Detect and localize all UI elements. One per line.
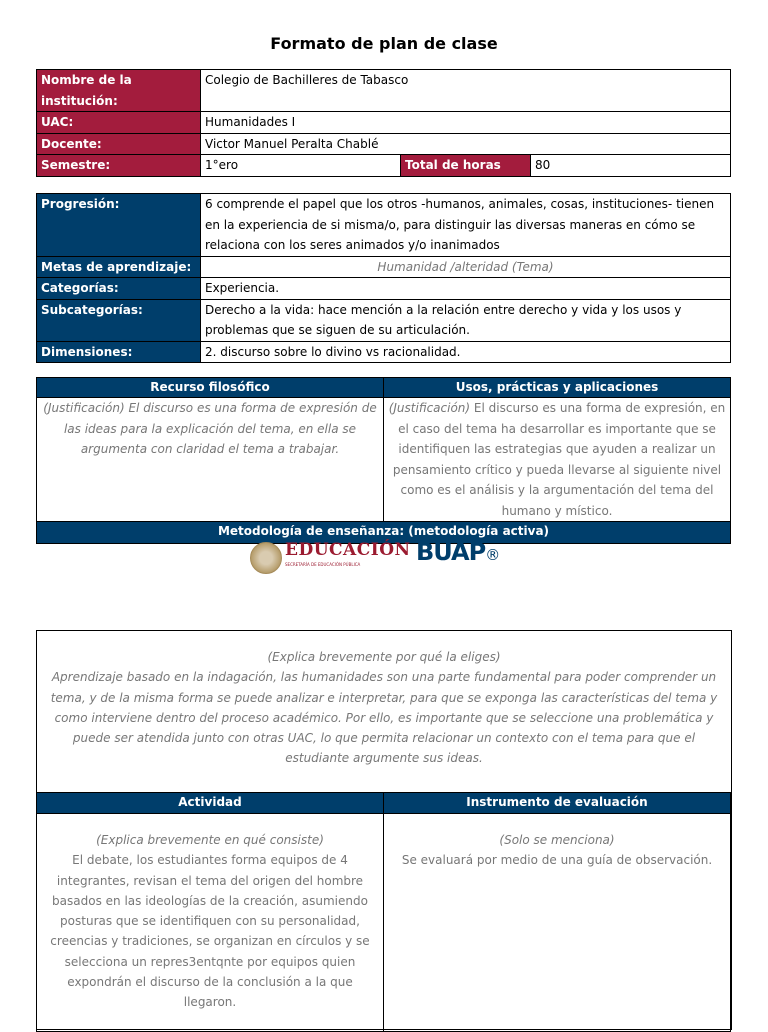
categorias-value: Experiencia.	[201, 278, 731, 300]
dimensiones-value: 2. discurso sobre lo divino vs racionalidad.	[201, 341, 731, 363]
uac-row	[37, 112, 731, 134]
semestre-value: 1°ero	[201, 155, 401, 177]
metodologia-header: Metodología de enseñanza: (metodología activa)	[37, 522, 731, 544]
buap-text: BUAP	[416, 538, 486, 566]
instrumento-header: Instrumento de evaluación	[384, 793, 731, 814]
actividad-prefix: (Explica brevemente en qué consiste)	[96, 833, 324, 847]
subcategorias-value: Derecho a la vida: hace mención a la relación entre derecho y vida y los usos y problemas que se siguen de su articulación.	[201, 299, 731, 341]
instrumento-cell	[384, 814, 731, 1032]
progresion-label: Progresión:	[37, 194, 201, 257]
progresion-row	[37, 194, 731, 257]
explica-block	[41, 647, 727, 769]
actividad-header: Actividad	[37, 793, 384, 814]
instrumento-text: Se evaluará por medio de una guía de observación.	[401, 853, 713, 868]
subcategorias-label: Subcategorías:	[37, 299, 201, 341]
institucion-row	[37, 70, 731, 112]
institucion-label: Nombre de la institución:	[37, 70, 201, 112]
dimensiones-row	[37, 341, 731, 363]
actividad-header-row	[37, 793, 731, 814]
educacion-logo: EDUCACIÓN	[285, 540, 411, 560]
recurso-header-row	[37, 378, 731, 398]
docente-row	[37, 133, 731, 155]
page-title: Formato de plan de clase	[270, 34, 498, 53]
semestre-row	[37, 155, 731, 177]
progresion-table	[36, 193, 731, 363]
progresion-value: 6 comprende el papel que los otros -humanos, animales, cosas, instituciones- tienen en la experiencia de si misma/o, para distinguir las diversas maneras en cómo se relaciona con los seres animados y/o inanimados	[201, 194, 731, 257]
docente-label: Docente:	[37, 133, 201, 155]
recurso-body-row	[37, 398, 731, 522]
subcategorias-row	[37, 299, 731, 341]
dimensiones-label: Dimensiones:	[37, 341, 201, 363]
institucion-value: Colegio de Bachilleres de Tabasco	[201, 70, 731, 112]
usos-text: El discurso es una forma de expresión, en el caso del tema ha desarrollar es importante que se identifiquen las estrategias que ayuden a realizar un pensamiento crítico y pueda llevarse al siguiente nivel como es el análisis y la argumentación del tema del humano y místico.	[392, 401, 726, 518]
buap-logo	[416, 538, 500, 566]
recurso-header: Recurso filosófico	[37, 378, 384, 398]
buap-registered-mark: ®	[485, 546, 501, 564]
usos-header: Usos, prácticas y aplicaciones	[384, 378, 731, 398]
actividad-table	[36, 792, 731, 1032]
explica-text: Aprendizaje basado en la indagación, las humanidades son una parte fundamental para poder comprender un tema, y de la misma forma se puede analizar e interpretar, para que se exponga las características del tema y como interviene dentro del proceso académico. Por ello, es importante que se seleccione una problemática y puede ser atendida junto con otras UAC, lo que permita relacionar un contexto con el tema para que el estudiante argumente sus ideas.	[50, 670, 718, 766]
footer-logos	[250, 540, 510, 576]
actividad-cell	[37, 814, 384, 1032]
actividad-body-row	[37, 814, 731, 1032]
explica-prefix: (Explica brevemente por qué la eliges)	[267, 650, 501, 664]
metas-value: Humanidad /alteridad (Tema)	[201, 256, 731, 278]
categorias-row	[37, 278, 731, 300]
semestre-label: Semestre:	[37, 155, 201, 177]
uac-label: UAC:	[37, 112, 201, 134]
instrumento-prefix: (Solo se menciona)	[499, 833, 615, 847]
info-table	[36, 69, 731, 177]
mexico-seal-icon	[250, 542, 282, 574]
usos-prefix: (Justificación)	[388, 401, 471, 415]
categorias-label: Categorías:	[37, 278, 201, 300]
horas-label: Total de horas	[401, 155, 531, 177]
usos-cell	[384, 398, 731, 522]
uac-value: Humanidades I	[201, 112, 731, 134]
recurso-text: (Justificación) El discurso es una forma de expresión de las ideas para la explicación del tema, en ella se argumenta con claridad el tema a trabajar.	[37, 398, 384, 522]
horas-value: 80	[531, 155, 731, 177]
metas-row	[37, 256, 731, 278]
actividad-text: El debate, los estudiantes forma equipos de 4 integrantes, revisan el tema del origen del hombre basados en las ideologías de la creación, asumiendo posturas que se identifiquen con su personalidad, creencias y tradiciones, se organizan en círculos y se selecciona un repres3entqnte por equipos quien expondrán el discurso de la conclusión a la que llegaron.	[50, 853, 370, 1010]
recurso-table	[36, 377, 731, 544]
docente-value: Victor Manuel Peralta Chablé	[201, 133, 731, 155]
metas-label: Metas de aprendizaje:	[37, 256, 201, 278]
educacion-subtitle: SECRETARÍA DE EDUCACIÓN PÚBLICA	[285, 562, 361, 567]
